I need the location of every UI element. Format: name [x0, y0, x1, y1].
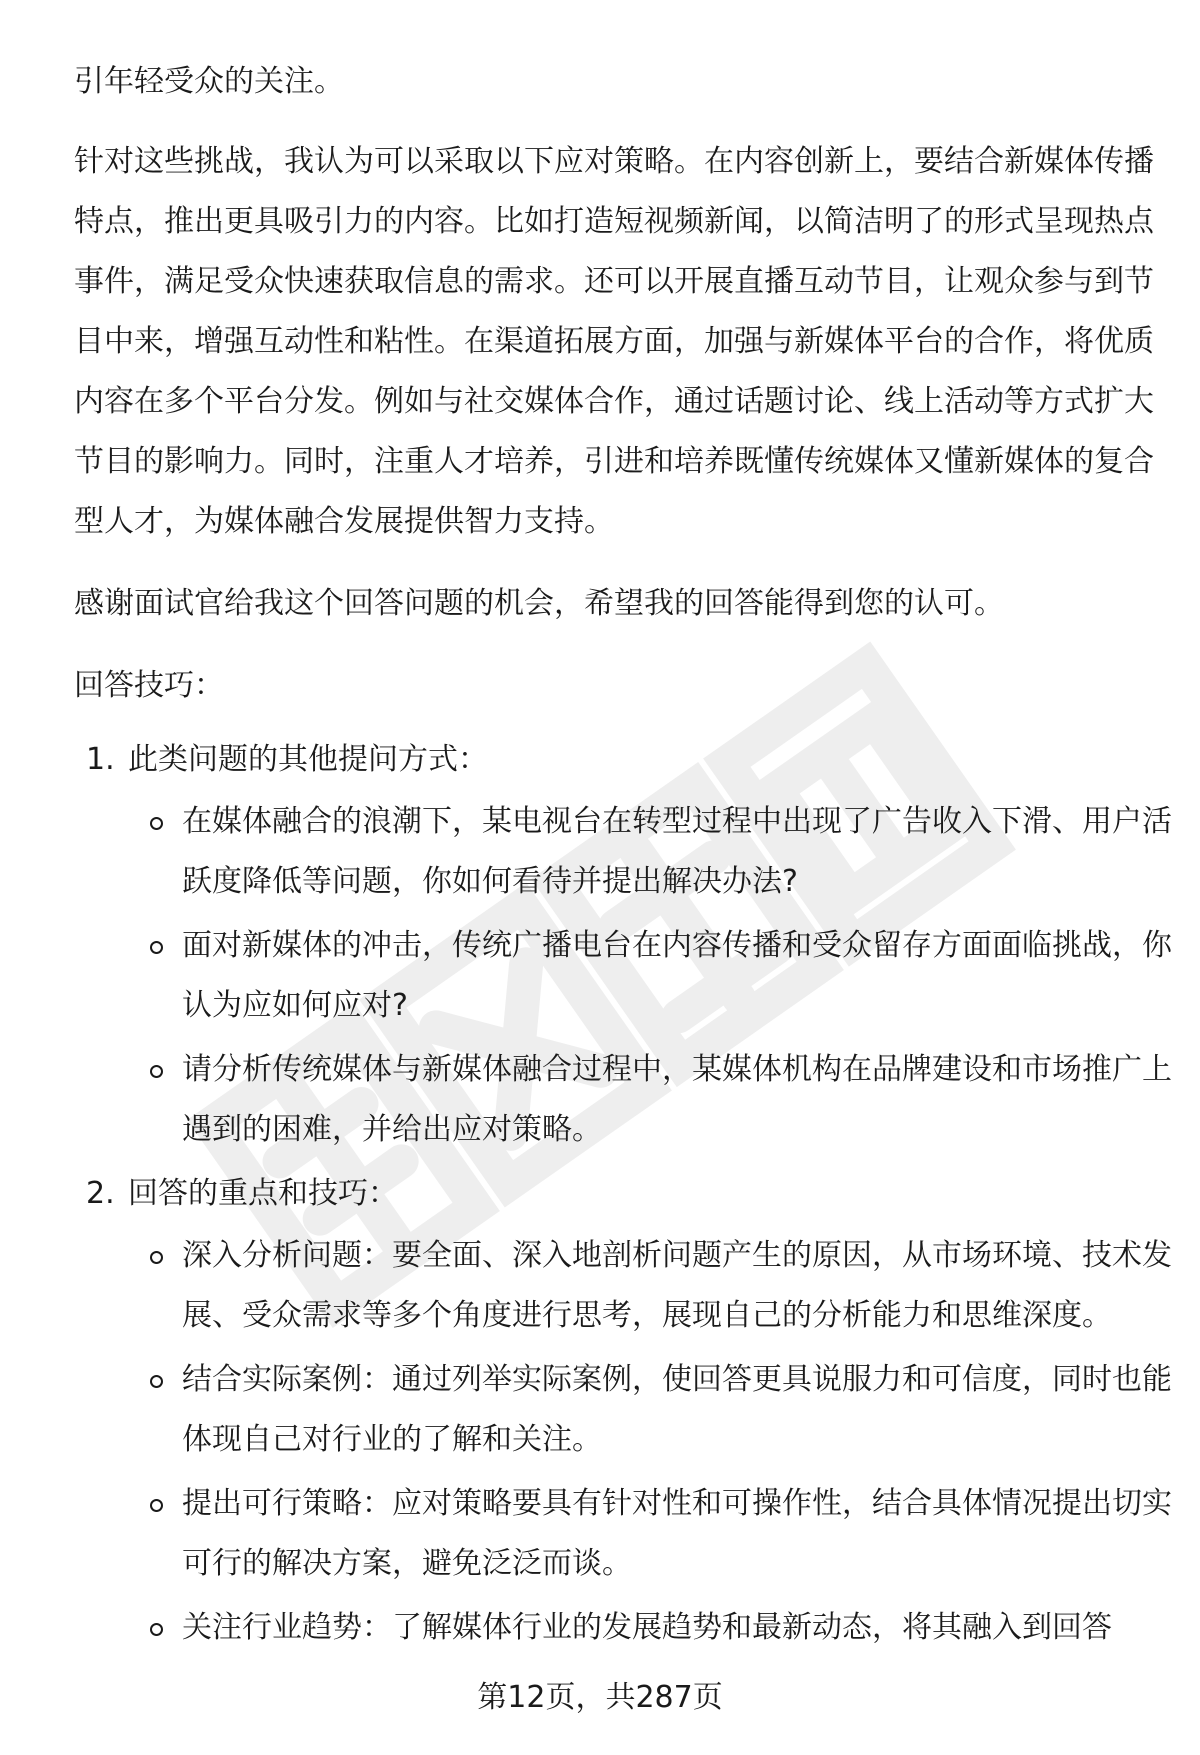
tip-item-2: [74, 1164, 1172, 1658]
list-item: [128, 1350, 1182, 1470]
list-item: [128, 1226, 1182, 1346]
list-item: [128, 792, 1182, 912]
list-item-text: 面对新媒体的冲击，传统广播电台在内容传播和受众留存方面面临挑战，你认为应如何应对?: [182, 928, 1172, 1023]
tip-title: 回答的重点和技巧：: [128, 1176, 398, 1211]
circle-bullet-icon: [150, 1065, 163, 1078]
tip-item-1: [74, 730, 1172, 1160]
list-item-text: 提出可行策略：应对策略要具有针对性和可操作性，结合具体情况提出切实可行的解决方案，避免泛泛而谈。: [182, 1486, 1172, 1581]
paragraph-strategies: 针对这些挑战，我认为可以采取以下应对策略。在内容创新上，要结合新媒体传播特点，推出更具吸引力的内容。比如打造短视频新闻，以简洁明了的形式呈现热点事件，满足受众快速获取信息的需求。还可以开展直播互动节目，让观众参与到节目中来，增强互动性和粘性。在渠道拓展方面，加强与新媒体平台的合作，将优质内容在多个平台分发。例如与社交媒体合作，通过话题讨论、线上活动等方式扩大节目的影响力。同时，注重人才培养，引进和培养既懂传统媒体又懂新媒体的复合型人才，为媒体融合发展提供智力支持。: [74, 144, 1154, 539]
list-item-text: 在媒体融合的浪潮下，某电视台在转型过程中出现了广告收入下滑、用户活跃度降低等问题，你如何看待并提出解决办法?: [182, 804, 1172, 899]
circle-bullet-icon: [150, 1623, 163, 1636]
paragraph-thanks: 感谢面试官给我这个回答问题的机会，希望我的回答能得到您的认可。: [74, 586, 1004, 621]
list-item: [128, 1598, 1182, 1658]
document-body: [74, 52, 1172, 1662]
circle-bullet-icon: [150, 1251, 163, 1264]
tip-number: 1.: [86, 742, 115, 777]
page-number-footer: 第12页，共287页: [477, 1680, 723, 1715]
list-item: [128, 916, 1182, 1036]
list-item-text: 关注行业趋势：了解媒体行业的发展趋势和最新动态，将其融入到回答: [182, 1610, 1112, 1645]
tip-number: 2.: [86, 1176, 115, 1211]
heading-answer-tips: 回答技巧：: [74, 668, 224, 703]
tip-sublist: [128, 1226, 1172, 1658]
list-item: [128, 1474, 1182, 1594]
circle-bullet-icon: [150, 817, 163, 830]
tips-list: [74, 730, 1172, 1658]
circle-bullet-icon: [150, 1375, 163, 1388]
list-item-text: 请分析传统媒体与新媒体融合过程中，某媒体机构在品牌建设和市场推广上遇到的困难，并给出应对策略。: [182, 1052, 1172, 1147]
list-item-text: 结合实际案例：通过列举实际案例，使回答更具说服力和可信度，同时也能体现自己对行业的了解和关注。: [182, 1362, 1172, 1457]
tip-sublist: [128, 792, 1172, 1160]
paragraph-intro-tail: 引年轻受众的关注。: [74, 64, 344, 99]
list-item-text: 深入分析问题：要全面、深入地剖析问题产生的原因，从市场环境、技术发展、受众需求等多个角度进行思考，展现自己的分析能力和思维深度。: [182, 1238, 1172, 1333]
circle-bullet-icon: [150, 941, 163, 954]
tip-title: 此类问题的其他提问方式：: [128, 742, 488, 777]
circle-bullet-icon: [150, 1499, 163, 1512]
list-item: [128, 1040, 1182, 1160]
